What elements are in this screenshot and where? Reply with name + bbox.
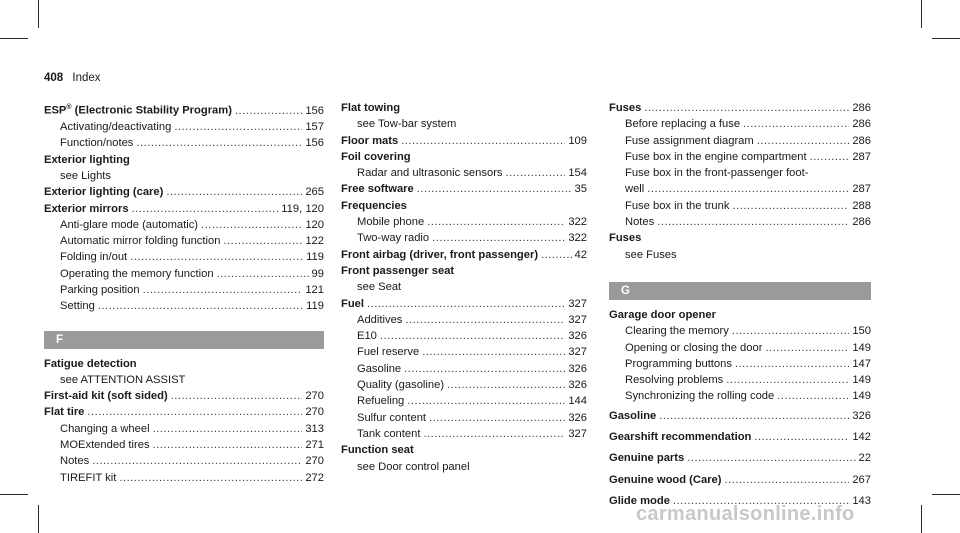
- page-header: [44, 72, 101, 84]
- index-column-2: [341, 100, 587, 475]
- index-entry[interactable]: Flat tire ..... 270: [44, 404, 324, 420]
- see-reference[interactable]: see Fuses: [625, 248, 677, 261]
- index-entry-esp[interactable]: ESP® (Electronic Stability Program) ..... 156: [44, 100, 324, 119]
- see-reference[interactable]: see Seat: [357, 281, 402, 294]
- crop-mark: [932, 38, 960, 39]
- index-entry-title: Exterior lighting: [44, 153, 130, 166]
- index-entry[interactable]: Front airbag (driver, front passenger) ..... 42: [341, 247, 587, 263]
- index-entry-title: Garage door opener: [609, 308, 716, 321]
- index-subentry[interactable]: Function/notes ..... 156: [44, 135, 324, 151]
- index-subentry[interactable]: Opening or closing the door ..... 149: [609, 340, 871, 356]
- index-entry[interactable]: Free software ..... 35: [341, 181, 587, 197]
- index-entry-title: Front passenger seat: [341, 264, 455, 277]
- index-entry[interactable]: Exterior lighting (care) ..... 265: [44, 184, 324, 200]
- index-subentry[interactable]: Sulfur content ..... 326: [341, 410, 587, 426]
- see-reference[interactable]: see Lights: [60, 169, 111, 182]
- index-subentry[interactable]: Operating the memory function ..... 99: [44, 266, 324, 282]
- index-entry[interactable]: Exterior mirrors ..... 119, 120: [44, 201, 324, 217]
- index-subentry[interactable]: Tank content ..... 327: [341, 426, 587, 442]
- index-entry[interactable]: Glide mode ..... 143: [609, 493, 871, 509]
- crop-mark: [38, 505, 39, 533]
- index-column-3: [609, 100, 871, 509]
- crop-mark: [0, 38, 28, 39]
- index-entry-title: Flat towing: [341, 102, 401, 114]
- index-subentry[interactable]: Fuse box in the engine compartment ..... 287: [609, 149, 871, 165]
- index-subentry[interactable]: Refueling ..... 144: [341, 393, 587, 409]
- index-entry[interactable]: Gearshift recommendation ..... 142: [609, 429, 871, 445]
- index-entry[interactable]: Genuine parts ..... 22: [609, 450, 871, 466]
- index-subentry[interactable]: Synchronizing the rolling code ..... 149: [609, 388, 871, 404]
- index-entry[interactable]: Floor mats ..... 109: [341, 133, 587, 149]
- index-entry[interactable]: Gasoline ..... 326: [609, 408, 871, 424]
- see-reference[interactable]: see Door control panel: [357, 460, 470, 473]
- index-entry-title: Fatigue detection: [44, 357, 137, 370]
- index-subentry[interactable]: Fuel reserve ..... 327: [341, 344, 587, 360]
- index-subentry[interactable]: Notes ..... 286: [609, 214, 871, 230]
- index-entry[interactable]: Genuine wood (Care) ..... 267: [609, 472, 871, 488]
- index-entry-title: Function seat: [341, 444, 414, 457]
- index-entry[interactable]: Fuses ..... 286: [609, 100, 871, 116]
- index-entry-title: Frequencies: [341, 199, 407, 212]
- index-subentry[interactable]: Automatic mirror folding function ..... 122: [44, 233, 324, 249]
- see-reference[interactable]: see ATTENTION ASSIST: [60, 373, 186, 386]
- crop-mark: [921, 505, 922, 533]
- index-subentry[interactable]: Folding in/out ..... 119: [44, 249, 324, 265]
- section-header-g: G: [609, 282, 871, 300]
- page-title: Index: [72, 72, 101, 84]
- index-entry-title: Fuses: [609, 232, 642, 245]
- index-subentry[interactable]: MOExtended tires ..... 271: [44, 437, 324, 453]
- index-subentry[interactable]: Anti-glare mode (automatic) ..... 120: [44, 217, 324, 233]
- index-subentry[interactable]: Fuse box in the trunk ..... 288: [609, 198, 871, 214]
- crop-mark: [0, 494, 28, 495]
- see-reference[interactable]: see Tow-bar system: [357, 118, 457, 131]
- index-subentry[interactable]: Parking position ..... 121: [44, 282, 324, 298]
- index-subentry[interactable]: Two-way radio ..... 322: [341, 230, 587, 246]
- index-subentry[interactable]: Quality (gasoline) ..... 326: [341, 377, 587, 393]
- crop-mark: [932, 494, 960, 495]
- index-subentry[interactable]: TIREFIT kit ..... 272: [44, 470, 324, 486]
- index-entry[interactable]: First-aid kit (soft sided) ..... 270: [44, 388, 324, 404]
- section-header-f: F: [44, 331, 324, 349]
- index-subentry[interactable]: Resolving problems ..... 149: [609, 372, 871, 388]
- crop-mark: [921, 0, 922, 28]
- page-number: 408: [44, 72, 64, 84]
- index-subentry[interactable]: Setting ..... 119: [44, 298, 324, 314]
- index-subentry[interactable]: Gasoline ..... 326: [341, 361, 587, 377]
- index-subentry[interactable]: Activating/deactivating ..... 157: [44, 119, 324, 135]
- index-entry-title: Foil covering: [341, 150, 411, 163]
- index-subentry[interactable]: Radar and ultrasonic sensors ..... 154: [341, 165, 587, 181]
- index-subentry[interactable]: Mobile phone ..... 322: [341, 214, 587, 230]
- index-entry[interactable]: Fuel ..... 327: [341, 296, 587, 312]
- index-subentry[interactable]: Notes ..... 270: [44, 453, 324, 469]
- index-subentry[interactable]: Additives ..... 327: [341, 312, 587, 328]
- watermark: carmanualsonline.info: [636, 503, 855, 525]
- index-subentry[interactable]: well ..... 287: [609, 181, 871, 197]
- index-column-1: [44, 100, 324, 486]
- index-subentry[interactable]: Before replacing a fuse ..... 286: [609, 116, 871, 132]
- index-subentry[interactable]: Changing a wheel ..... 313: [44, 421, 324, 437]
- index-subentry[interactable]: Clearing the memory ..... 150: [609, 323, 871, 339]
- index-subentry[interactable]: E10 ..... 326: [341, 328, 587, 344]
- index-subentry[interactable]: Fuse assignment diagram ..... 286: [609, 133, 871, 149]
- index-subentry[interactable]: Programming buttons ..... 147: [609, 356, 871, 372]
- crop-mark: [38, 0, 39, 28]
- index-subentry-wrap[interactable]: Fuse box in the front-passenger foot-: [625, 167, 809, 180]
